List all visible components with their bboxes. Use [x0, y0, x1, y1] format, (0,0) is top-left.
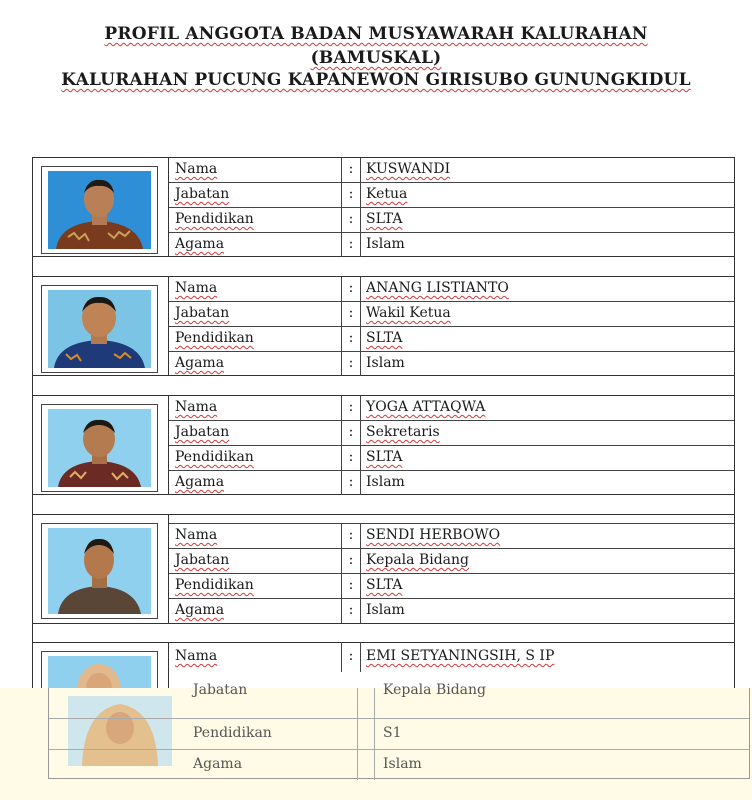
- colon-divider: [357, 719, 375, 749]
- member-details: [169, 277, 734, 376]
- member-profile-table: [32, 157, 735, 703]
- member-photo: [48, 528, 151, 614]
- photo-frame: [41, 523, 158, 619]
- colon-divider: [357, 688, 375, 718]
- row-pendidikan: Pendidikan S1: [49, 719, 749, 750]
- row-jabatan: Jabatan : Wakil Ketua: [169, 302, 734, 327]
- row-pendidikan: Pendidikan : SLTA: [169, 446, 734, 471]
- title-line-1: PROFIL ANGGOTA BADAN MUSYAWARAH KALURAHAN: [104, 24, 648, 44]
- person-portrait-icon: [48, 528, 151, 614]
- member-photo: [48, 290, 151, 368]
- row-jabatan: Jabatan : Ketua: [169, 183, 734, 208]
- member-photo: [48, 171, 151, 249]
- row-agama: Agama : Islam: [169, 471, 734, 495]
- row-nama: Nama : YOGA ATTAQWA: [169, 396, 734, 421]
- photo-cell: [33, 396, 169, 494]
- table-spacer-row: [33, 624, 734, 643]
- row-agama: Agama : Islam: [169, 352, 734, 376]
- row-jabatan: Jabatan Kepala Bidang: [49, 688, 749, 719]
- person-portrait-icon: [48, 290, 151, 368]
- photo-cell: [33, 277, 169, 375]
- overlay-table: [48, 682, 750, 779]
- row-agama: Agama : Islam: [169, 599, 734, 623]
- member-details: [169, 642, 734, 672]
- row-nama: Nama : SENDI HERBOWO: [169, 523, 734, 549]
- member-profile-4: [33, 515, 734, 624]
- row-nama: Nama : KUSWANDI: [169, 158, 734, 183]
- member-details: [169, 158, 734, 257]
- row-pendidikan: Pendidikan : SLTA: [169, 208, 734, 233]
- table-spacer-row: [33, 376, 734, 396]
- table-spacer-row: [33, 495, 734, 515]
- row-agama: Agama : Islam: [169, 233, 734, 257]
- row-pendidikan: Pendidikan : SLTA: [169, 327, 734, 352]
- row-jabatan: Jabatan : Kepala Bidang: [169, 549, 734, 574]
- photo-cell: [33, 158, 169, 256]
- member-details: [169, 523, 734, 623]
- member-photo: [48, 409, 151, 487]
- person-portrait-icon: [48, 171, 151, 249]
- member-profile-3: [33, 396, 734, 495]
- row-agama: Agama Islam: [49, 750, 749, 780]
- pasted-image-overlay: [0, 682, 752, 800]
- row-pendidikan: Pendidikan : SLTA: [169, 574, 734, 599]
- photo-frame: [41, 404, 158, 492]
- title-line-2: (BAMUSKAL): [310, 48, 442, 68]
- colon-divider: [357, 750, 375, 780]
- row-nama: Nama : EMI SETYANINGSIH, S IP: [169, 642, 734, 672]
- member-profile-2: [33, 277, 734, 376]
- member-profile-1: [33, 158, 734, 257]
- table-spacer-row: [33, 257, 734, 277]
- photo-frame: [41, 166, 158, 254]
- row-nama: Nama : ANANG LISTIANTO: [169, 277, 734, 302]
- row-jabatan: Jabatan : Sekretaris: [169, 421, 734, 446]
- photo-frame: [41, 285, 158, 373]
- title-line-3: KALURAHAN PUCUNG KAPANEWON GIRISUBO GUNUNGKIDUL: [61, 70, 691, 90]
- person-portrait-icon: [48, 409, 151, 487]
- member-details: [169, 396, 734, 495]
- photo-cell: [33, 515, 169, 623]
